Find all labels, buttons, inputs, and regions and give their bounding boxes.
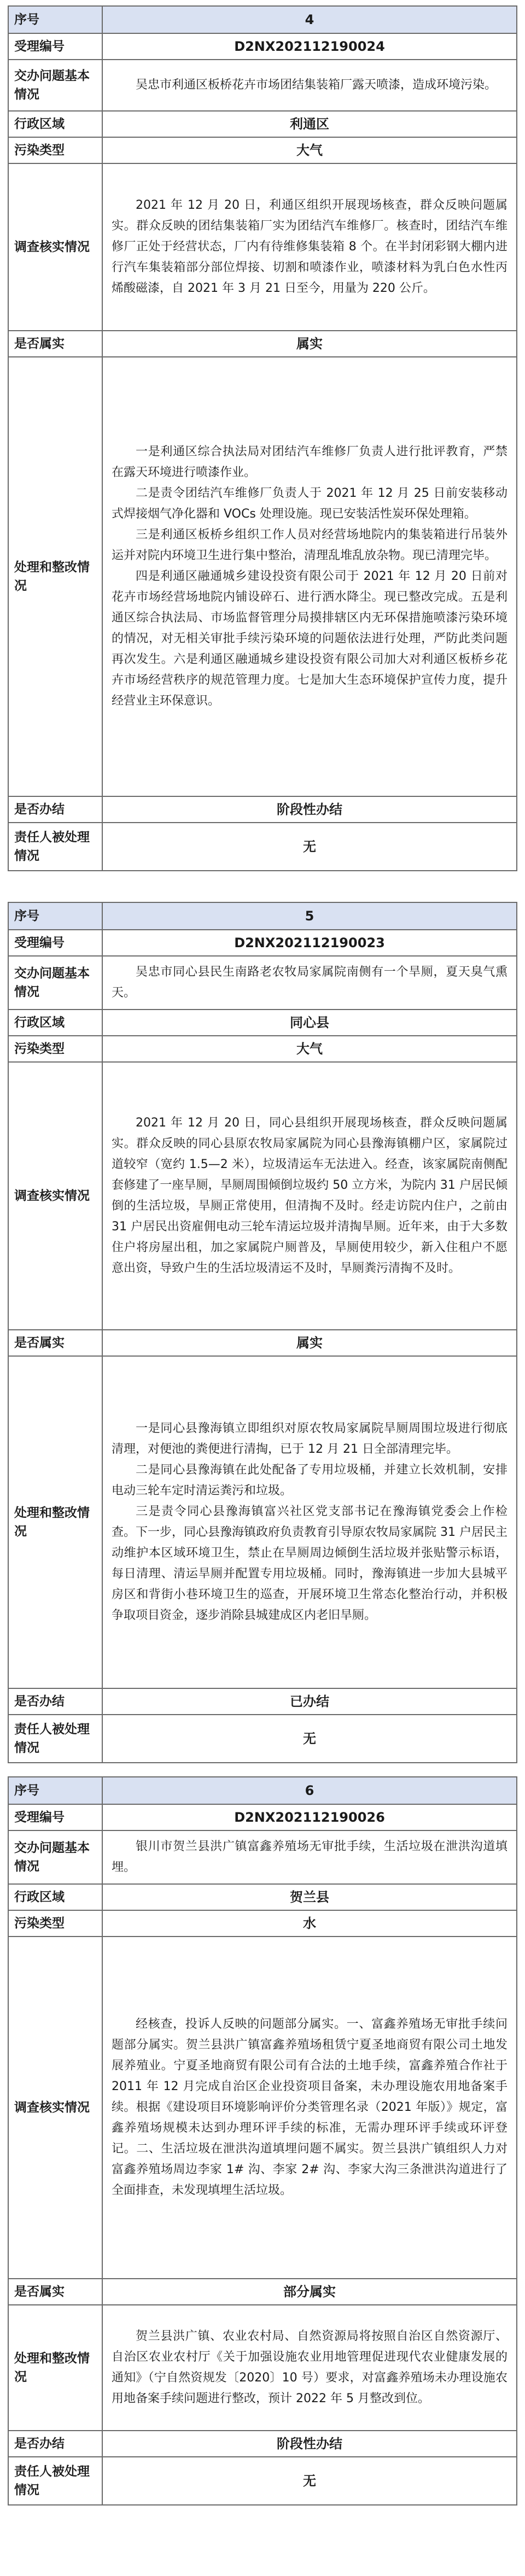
investigation-paragraph: 2021 年 12 月 20 日，同心县组织开展现场核查，群众反映问题属实。群众反映的同心县原农牧局家属院为同心县豫海镇棚户区，家属院过道较窄（宽约 1.5—2 米），垃圾清运车无法进入。经查，该家属院南侧配套修建了一座旱厕，旱厕周围倾倒垃圾约 50 立方米，为院内 31 户居民倾倒的生活垃圾，旱厕正常使用，但清掏不及时。经走访院内住户，之前由 31 户居民出资雇佣电动三轮车清运垃圾并清掏旱厕。近年来，由于大多数住户将房屋出租，加之家属院户厕普及，旱厕使用较少，新入住租户不愿意出资，导致户生的生活垃圾清运不及时，旱厕粪污清掏不及时。 — [112, 1116, 508, 1275]
seq-value: 5 — [102, 902, 517, 930]
verified-label: 是否属实 — [8, 1330, 102, 1356]
handling-value — [102, 1356, 517, 1688]
verified-value: 属实 — [102, 331, 517, 357]
issue-value — [102, 1830, 517, 1884]
region-label: 行政区域 — [8, 111, 102, 137]
code-label: 受理编号 — [8, 33, 102, 60]
closed-value: 阶段性办结 — [102, 2431, 517, 2457]
issue-value — [102, 60, 517, 111]
closed-value: 已办结 — [102, 1688, 517, 1715]
closed-label: 是否办结 — [8, 1688, 102, 1715]
accountability-label: 责任人被处理情况 — [8, 2457, 102, 2505]
code-value: D2NX202112190026 — [102, 1804, 517, 1830]
handling-paragraph: 三是利通区板桥乡组织工作人员对经营场地院内的集装箱进行吊装外运并对院内环境卫生进行集中整治，清理乱堆乱放杂物。现已清理完毕。 — [112, 528, 508, 562]
accountability-value: 无 — [102, 823, 517, 871]
region-value: 利通区 — [102, 111, 517, 137]
handling-paragraph: 四是利通区融通城乡建设投资有限公司于 2021 年 12 月 20 日前对花卉市场经营场地院内铺设碎石、进行洒水降尘。现已整改完成。五是利通区综合执法局、市场监督管理分局摸排辖区内无环保措施喷漆污染环境的情况，对无相关审批手续污染环境的问题依法进行处理，严防此类问题再次发生。六是利通区融通城乡建设投资有限公司加大对利通区板桥乡花卉市场经营秩序的规范管理力度。七是加大生态环境保护宣传力度，提升经营业主环保意识。 — [112, 570, 508, 708]
seq-value: 4 — [102, 6, 517, 33]
closed-label: 是否办结 — [8, 2431, 102, 2457]
region-value: 贺兰县 — [102, 1884, 517, 1910]
investigation-label: 调查核实情况 — [8, 1062, 102, 1330]
handling-paragraph: 贺兰县洪广镇、农业农村局、自然资源局将按照自治区自然资源厅、自治区农业农村厅《关于加强设施农业用地管理促进现代农业健康发展的通知》（宁自然资规发〔2020〕10 号）要求，对富鑫养殖场未办理设施农用地备案手续问题进行整改，预计 2022 年 5 月整改到位。 — [112, 2329, 508, 2405]
seq-label: 序号 — [8, 1777, 102, 1804]
handling-paragraph: 三是责令同心县豫海镇富兴社区党支部书记在豫海镇党委会上作检查。下一步，同心县豫海镇政府负责教育引导原农牧局家属院 31 户居民主动维护本区域环境卫生，禁止在旱厕周边倾倒生活垃圾并张贴警示标语，每日清理、清运旱厕并配置专用垃圾桶。同时，豫海镇进一步加大县城平房区和背街小巷环境卫生的巡查，开展环境卫生常态化整治行动，并积极争取项目资金，逐步消除县城建成区内老旧旱厕。 — [112, 1505, 508, 1622]
investigation-paragraph: 2021 年 12 月 20 日，利通区组织开展现场核查，群众反映问题属实。群众反映的团结集装箱厂实为团结汽车维修厂。核查时，团结汽车维修厂正处于经营状态，厂内有待维修集装箱 8 个。在半封闭彩钢大棚内进行汽车集装箱部分部位焊接、切割和喷漆作业，喷漆材料为乳白色水性丙烯酸磁漆，自 2021 年 3 月 21 日至今，用量为 220 公斤。 — [112, 198, 508, 295]
accountability-value: 无 — [102, 2457, 517, 2505]
investigation-value — [102, 1062, 517, 1330]
seq-label: 序号 — [8, 6, 102, 33]
handling-paragraph: 一是同心县豫海镇立即组织对原农牧局家属院旱厕周围垃圾进行彻底清理，对便池的粪便进行清掏，已于 12 月 21 日全部清理完毕。 — [112, 1422, 508, 1456]
closed-value: 阶段性办结 — [102, 796, 517, 823]
verified-value: 属实 — [102, 1330, 517, 1356]
pollution-value: 大气 — [102, 1036, 517, 1062]
closed-label: 是否办结 — [8, 796, 102, 823]
verified-label: 是否属实 — [8, 331, 102, 357]
pollution-label: 污染类型 — [8, 137, 102, 163]
pollution-label: 污染类型 — [8, 1910, 102, 1937]
region-label: 行政区域 — [8, 1010, 102, 1036]
accountability-label: 责任人被处理情况 — [8, 823, 102, 871]
seq-label: 序号 — [8, 902, 102, 930]
handling-value — [102, 2305, 517, 2431]
record-card-4 — [8, 5, 517, 871]
issue-text: 吴忠市利通区板桥花卉市场团结集装箱厂露天喷漆，造成环境污染。 — [136, 78, 497, 92]
region-value: 同心县 — [102, 1010, 517, 1036]
issue-text: 吴忠市同心县民生南路老农牧局家属院南侧有一个旱厕，夏天臭气熏天。 — [112, 965, 508, 1000]
investigation-paragraph: 经核查，投诉人反映的问题部分属实。一、富鑫养殖场无审批手续问题部分属实。贺兰县洪广镇富鑫养殖场租赁宁夏圣地商贸有限公司土地发展养殖业。宁夏圣地商贸有限公司有合法的土地手续，富鑫养殖合作社于 2011 年 12 月完成自治区企业投资项目备案，未办理设施农用地备案手续。根据《建设项目环境影响评价分类管理名录（2021 年版）》规定，富鑫养殖场规模未达到办理环评手续的标准，无需办理环评手续或环评登记。二、生活垃圾在泄洪沟道填埋问题不属实。贺兰县洪广镇组织人力对富鑫养殖场周边李家 1# 沟、李家 2# 沟、李家大沟三条泄洪沟道进行了全面排查，未发现填埋生活垃圾。 — [112, 2017, 508, 2197]
pollution-label: 污染类型 — [8, 1036, 102, 1062]
investigation-label: 调查核实情况 — [8, 163, 102, 331]
issue-label: 交办问题基本情况 — [8, 60, 102, 111]
handling-value — [102, 357, 517, 796]
code-label: 受理编号 — [8, 1804, 102, 1830]
record-card-6 — [8, 1776, 517, 2505]
region-label: 行政区域 — [8, 1884, 102, 1910]
seq-value: 6 — [102, 1777, 517, 1804]
record-card-5 — [8, 902, 517, 1763]
code-value: D2NX202112190024 — [102, 33, 517, 60]
issue-value — [102, 956, 517, 1010]
issue-label: 交办问题基本情况 — [8, 956, 102, 1010]
accountability-value: 无 — [102, 1715, 517, 1763]
handling-paragraph: 二是同心县豫海镇在此处配备了专用垃圾桶，并建立长效机制，安排电动三轮车定时清运粪污和垃圾。 — [112, 1463, 508, 1498]
handling-label: 处理和整改情况 — [8, 357, 102, 796]
verified-label: 是否属实 — [8, 2279, 102, 2305]
investigation-value — [102, 163, 517, 331]
issue-label: 交办问题基本情况 — [8, 1830, 102, 1884]
handling-paragraph: 二是责令团结汽车维修厂负责人于 2021 年 12 月 25 日前安装移动式焊接烟气净化器和 VOCs 处理设施。现已安装活性炭环保处理箱。 — [112, 486, 508, 521]
investigation-label: 调查核实情况 — [8, 1937, 102, 2279]
accountability-label: 责任人被处理情况 — [8, 1715, 102, 1763]
code-value: D2NX202112190023 — [102, 930, 517, 956]
pollution-value: 大气 — [102, 137, 517, 163]
verified-value: 部分属实 — [102, 2279, 517, 2305]
handling-paragraph: 一是利通区综合执法局对团结汽车维修厂负责人进行批评教育，严禁在露天环境进行喷漆作业。 — [112, 445, 508, 479]
pollution-value: 水 — [102, 1910, 517, 1937]
code-label: 受理编号 — [8, 930, 102, 956]
investigation-value — [102, 1937, 517, 2279]
handling-label: 处理和整改情况 — [8, 1356, 102, 1688]
handling-label: 处理和整改情况 — [8, 2305, 102, 2431]
issue-text: 银川市贺兰县洪广镇富鑫养殖场无审批手续，生活垃圾在泄洪沟道填埋。 — [112, 1840, 508, 1874]
